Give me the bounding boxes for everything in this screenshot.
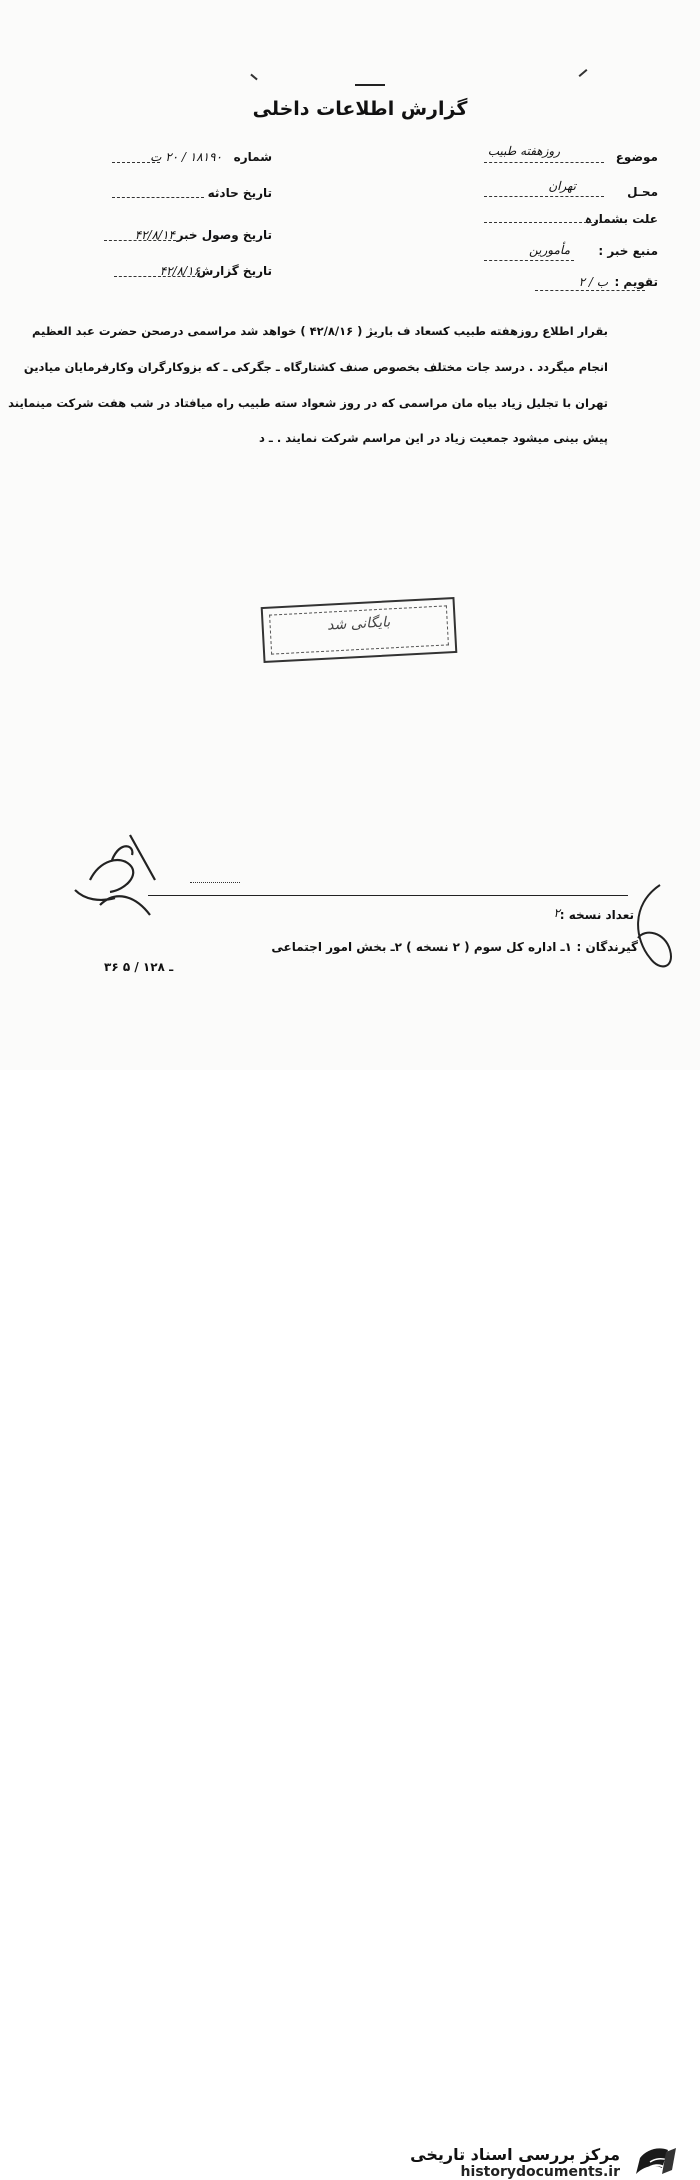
field-number-line <box>112 162 160 163</box>
body-line: تهران با تجلیل زیاد بیاه مان مراسمی که در روز شعواد سته طبیب راه میافتاد در شب هفت شرکت مینمایند <box>8 396 608 410</box>
field-receipt-date-value: ۴۲/۸/۱۴ <box>134 228 175 242</box>
field-place-value: تهران <box>548 179 576 193</box>
field-source-line <box>484 260 574 261</box>
corner-mark <box>579 69 588 77</box>
field-calendar-label: تقویم : <box>614 275 658 289</box>
field-reason-label: علت بشمارہ <box>584 212 658 226</box>
field-event-date-label: تاریخ حادثه <box>207 186 272 200</box>
scanned-document <box>0 0 700 1070</box>
field-subject-label: موضوع <box>615 150 658 164</box>
body-line: بقرار اطلاع روزهفته طبیب کسعاد ف باریژ ( ۴۲/۸/۱۶ ) خواهد شد مراسمی درصحن حضرت عبد العظیم <box>32 324 608 338</box>
field-subject-value: روزهفته طبیب <box>487 144 560 158</box>
field-calendar-value: ب / ۲ <box>578 275 608 289</box>
reference-number: ۳۶ ـ ۱۲۸ / ۵ <box>104 960 174 974</box>
footer-watermark <box>0 1070 700 2180</box>
signature-scribble <box>60 820 170 930</box>
field-report-date-label: تاریخ گزارش <box>196 264 272 278</box>
field-calendar-line <box>535 290 645 291</box>
stamp-text: بایگانی شد <box>326 614 391 634</box>
field-report-date-value: ۴۲/۸/۱۶ <box>159 264 200 278</box>
field-reason-line <box>484 222 602 223</box>
field-subject-line <box>484 162 604 163</box>
field-receipt-date-label: تاریخ وصول خبر <box>176 228 272 242</box>
bottom-rule <box>148 895 628 896</box>
recipients-label: گیرندگان : <box>576 940 638 954</box>
field-receipt-date-line <box>104 240 176 241</box>
field-report-date-line <box>114 276 200 277</box>
field-event-date-line <box>112 197 204 198</box>
margin-bracket <box>620 880 680 980</box>
body-line: پیش بینی میشود جمعیت زیاد در این مراسم شرکت نمایند . ـ د <box>259 431 608 445</box>
document-title: گزارش اطلاعات داخلی <box>252 98 468 120</box>
copies-value: ۲ <box>553 906 560 920</box>
field-source-label: منبع خبر : <box>598 244 658 258</box>
book-pages-icon <box>632 2144 678 2180</box>
field-number-label: شماره <box>233 150 272 164</box>
body-line: انجام میگردد . درسد جات مختلف بخصوص صنف کشتارگاه ـ جگرکی ـ که بزوکارگران وکارفرمایان میادین <box>23 360 608 374</box>
field-number-value: ۱۸۱۹۰ / ۲۰ ت <box>150 150 222 164</box>
recipients-value: ۱ـ اداره کل سوم ( ۲ نسخه ) ۲ـ بخش امور اجتماعی <box>271 940 572 954</box>
archive-stamp <box>261 597 458 663</box>
field-source-value: مأمورین <box>529 243 570 257</box>
org-name: مرکز بررسی اسناد تاریخی <box>410 2145 620 2164</box>
dotted-mark <box>190 882 240 883</box>
corner-mark <box>250 74 257 81</box>
title-rule <box>355 84 385 86</box>
field-place-label: محـل <box>627 185 658 199</box>
field-place-line <box>484 196 604 197</box>
copies-label: تعداد نسخه : <box>559 908 634 922</box>
site-url[interactable]: historydocuments.ir <box>460 2164 620 2180</box>
